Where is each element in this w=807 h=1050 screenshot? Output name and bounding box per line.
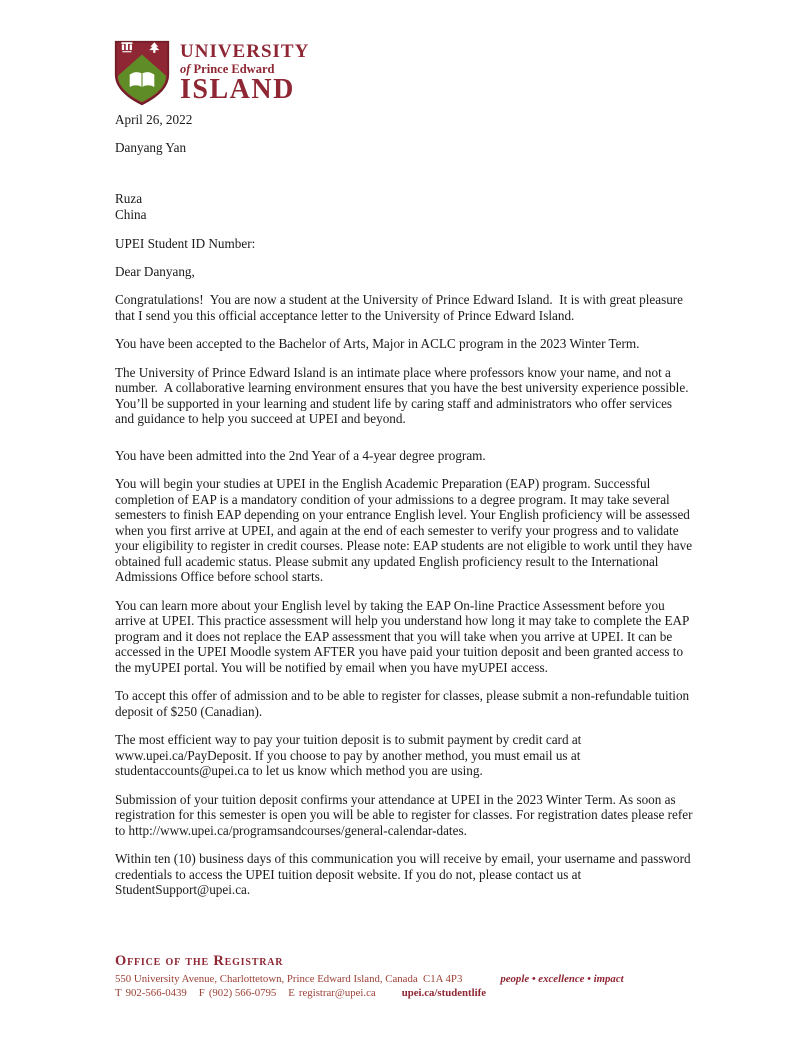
logo-line-of-prince-edward: of Prince Edward [180,61,275,76]
letter-paragraph: You will begin your studies at UPEI in the English Academic Preparation (EAP) program. Successful completion of EAP is a mandatory condition of your admissions to a degree program. It may take several semesters to finish EAP depending on your entrance English level. Your English proficiency will be assessed when you first arrive at UPEI, and again at the end of each semester to verify your progress and to validate your eligibility to register in credit courses. Please note: EAP students are not eligible to work until they have obtained full academic status. Please submit any updated English proficiency result to the International Admissions Office before school starts. [115,476,696,584]
letter-paragraph: Within ten (10) business days of this communication you will receive by email, your username and password credentials to access the UPEI tuition deposit website. If you do not, please contact us at StudentSupport@upei.ca. [115,851,694,897]
letter-paragraph: You have been accepted to the Bachelor of Arts, Major in ACLC program in the 2023 Winter Term. [115,336,640,351]
footer-department-title: Office of the Registrar [115,953,284,969]
recipient-address [115,191,693,222]
logo-line-island: ISLAND [180,74,295,106]
email-address: registrar@upei.ca [298,987,376,999]
letter-paragraph: You can learn more about your English level by taking the EAP On-line Practice Assessment before you arrive at UPEI. This practice assessment will help you understand how long it may take to complete the EAP program and it does not replace the EAP assessment that you will take when you arrive at UPEI. It can be accessed in the UPEI Moodle system AFTER you have paid your tuition deposit and been granted access to the myUPEI portal. You will be notified by email when you have myUPEI access. [115,597,693,675]
fax-label: F [198,987,205,999]
address-line-1: Ruza [115,191,143,206]
address-line-2: China [115,206,147,222]
letter-paragraph: The most efficient way to pay your tuition deposit is to submit payment by credit card at www.upei.ca/PayDeposit. If you choose to pay by another method, you must email us at studentaccounts@upei.ca to let us know which method you are using. [115,732,585,778]
letter-body [115,112,696,898]
footer-address: 550 University Avenue, Charlottetown, Prince Edward Island, Canada C1A 4P3 [115,973,463,985]
letter-paragraph: Submission of your tuition deposit confirms your attendance at UPEI in the 2023 Winter Term. As soon as registration for this semester is open you will be able to register for classes. For registration dates please refer to http://www.upei.ca/programsandcourses/general-calendar-dates. [115,791,696,838]
upei-shield-icon [114,40,170,106]
footer-address-row [115,973,715,985]
upei-logo [114,40,309,106]
fax-number: (902) 566-0795 [208,987,277,999]
logo-line-university: UNIVERSITY [180,40,310,62]
letter-date: April 26, 2022 [115,112,193,127]
phone-number: 902-566-0439 [125,987,187,999]
student-id-label: UPEI Student ID Number: [115,236,256,251]
upei-logo-wordmark [180,42,309,105]
footer-contact-row [115,987,715,999]
letter-paragraph: The University of Prince Edward Island is an intimate place where professors know your name, and not a number. A collaborative learning environment ensures that you have the best university experience possible. You’ll be supported in your learning and student life by caring staff and administrators who offer services and guidance to help you succeed at UPEI and beyond. [115,364,695,426]
salutation: Dear Danyang, [115,263,195,279]
phone-label: T [115,987,122,999]
letter-paragraph: To accept this offer of admission and to be able to register for classes, please submit a non-refundable tuition deposit of $250 (Canadian). [115,688,693,719]
footer-tagline: people • excellence • impact [500,973,624,985]
letter-paragraph: You have been admitted into the 2nd Year of a 4-year degree program. [115,447,486,463]
letterhead-footer [115,953,715,999]
email-label: E [288,987,295,999]
recipient-name: Danyang Yan [115,139,187,155]
footer-website: upei.ca/studentlife [401,987,486,999]
letter-paragraph: Congratulations! You are now a student at the University of Prince Edward Island. It is with great pleasure that I send you this official acceptance letter to the University of Prince Edward Island. [115,292,687,323]
